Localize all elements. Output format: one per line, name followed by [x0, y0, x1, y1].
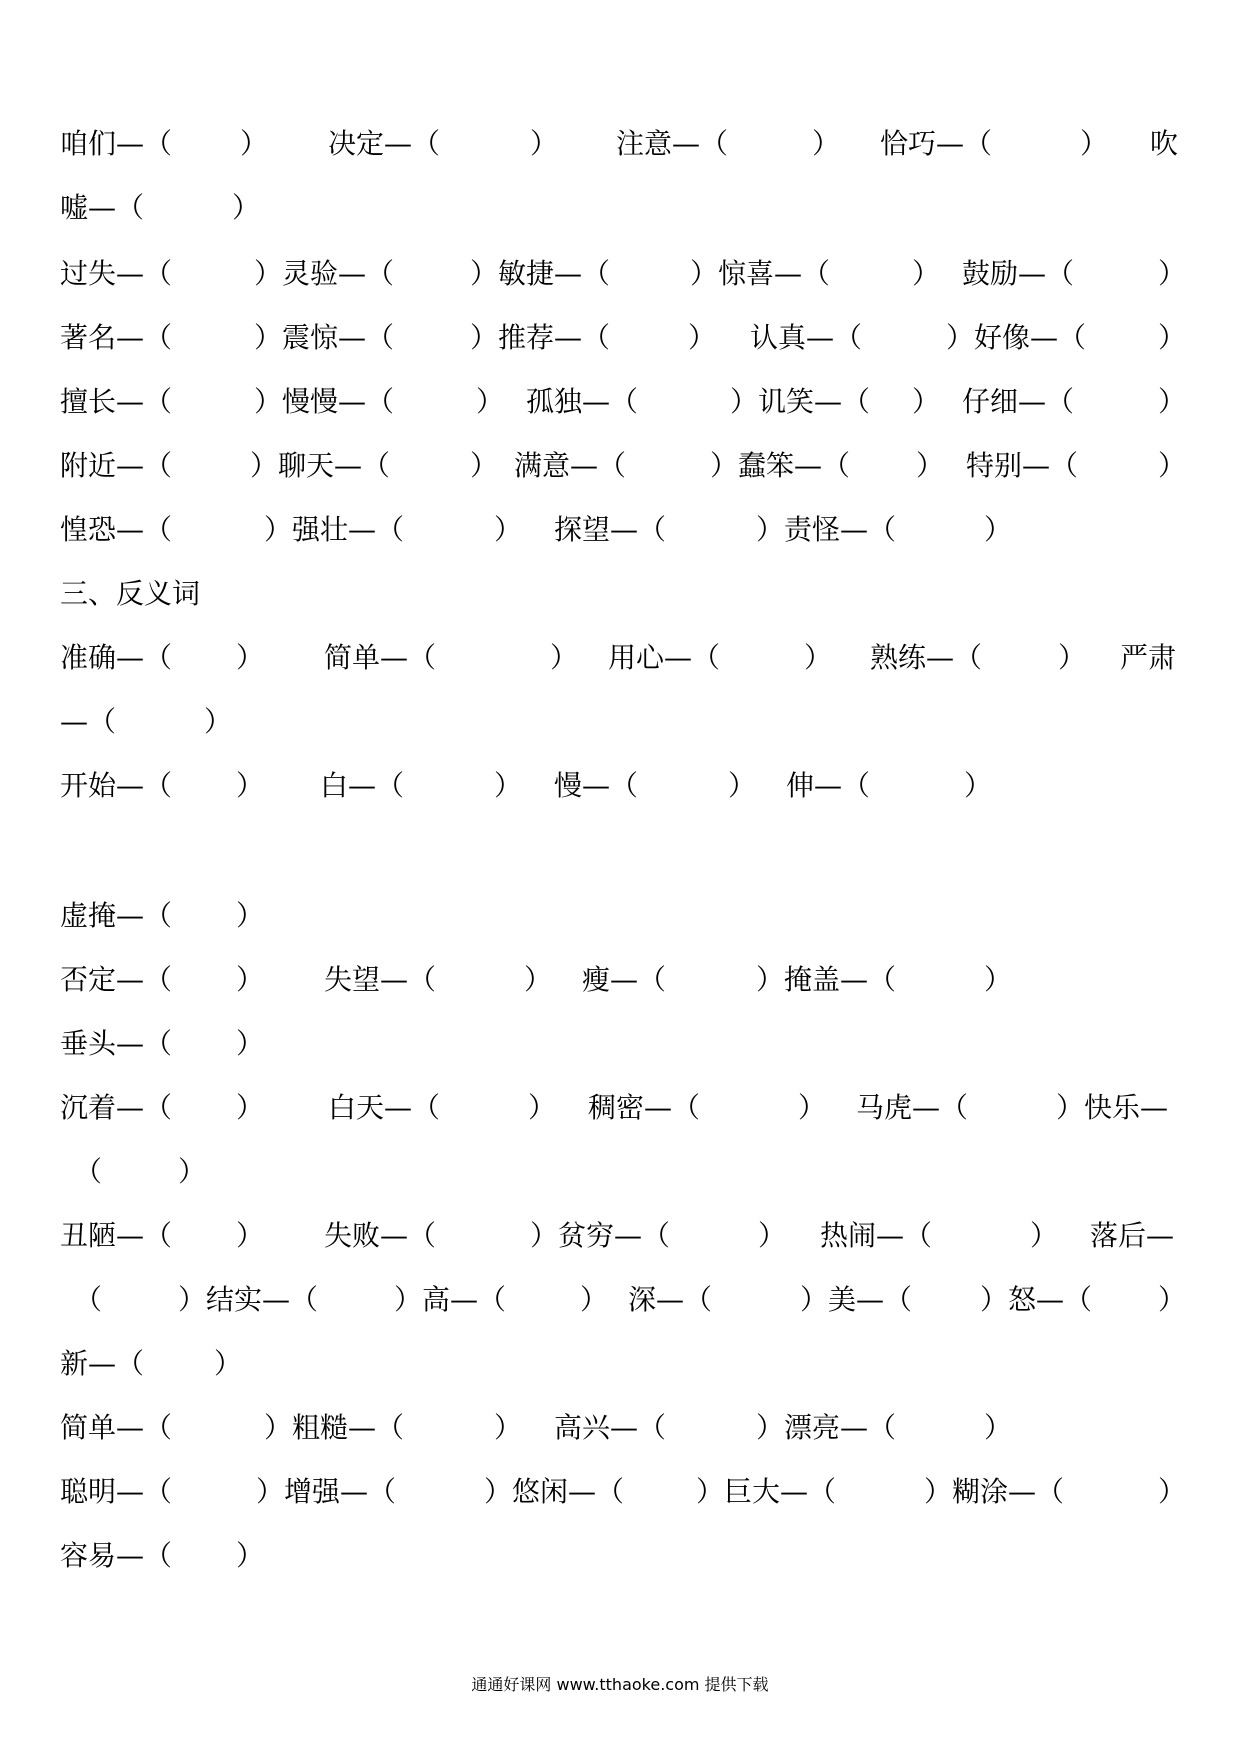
word-prompt: ）灵验—（	[254, 257, 395, 290]
word-line	[60, 1332, 1188, 1396]
word-prompt: ）高—（	[394, 1283, 507, 1316]
paren-close: ）	[178, 1155, 207, 1188]
word-prompt: 仔细—（	[962, 385, 1075, 418]
paren-close: ）	[1158, 257, 1187, 290]
worksheet-page	[60, 112, 1188, 1588]
paren-close: ）	[204, 705, 233, 738]
word-line	[60, 884, 1188, 948]
word-prompt: 著名—（	[60, 321, 173, 354]
word-line	[60, 306, 1188, 370]
word-prompt: 马虎—（	[856, 1091, 969, 1124]
word-prompt: 容易—（	[60, 1539, 173, 1572]
word-prompt: 否定—（	[60, 963, 173, 996]
word-line	[60, 242, 1188, 306]
word-prompt: ）震惊—（	[254, 321, 395, 354]
paren-close: ）	[236, 899, 265, 932]
paren-open: （	[74, 1155, 103, 1188]
word-prompt: 深—（	[628, 1283, 713, 1316]
word-prompt: 稠密—（	[588, 1091, 701, 1124]
word-prompt: ）巨大—（	[696, 1475, 837, 1508]
word-prompt: ）推荐—（	[470, 321, 611, 354]
word-prompt: 聪明—（	[60, 1475, 173, 1508]
word-line	[60, 176, 1188, 240]
paren-close: ）	[494, 513, 523, 546]
paren-close: ）	[688, 321, 717, 354]
word-prompt: 孤独—（	[526, 385, 639, 418]
paren-close: ）	[812, 127, 841, 160]
word-prompt: 失望—（	[324, 963, 437, 996]
word-line	[60, 370, 1188, 434]
word-prompt: 满意—（	[514, 449, 627, 482]
word-prompt: 白—（	[320, 769, 405, 802]
section-heading	[60, 562, 1188, 626]
word-prompt: 擅长—（	[60, 385, 173, 418]
paren-close: ）	[1080, 127, 1109, 160]
paren-close: ）	[580, 1283, 609, 1316]
word-prompt: 瘦—（	[582, 963, 667, 996]
paren-close: ）	[470, 449, 499, 482]
word-prompt: ）增强—（	[256, 1475, 397, 1508]
paren-close: ）	[984, 963, 1013, 996]
paren-close: ）	[476, 385, 505, 418]
word-prompt: 用心—（	[608, 641, 721, 674]
paren-close: ）	[214, 1347, 243, 1380]
word-prompt: 咱们—（	[60, 127, 173, 160]
paren-close: ）	[1058, 641, 1087, 674]
word-line	[60, 1204, 1188, 1268]
paren-close: ）	[524, 963, 553, 996]
word-line	[60, 626, 1188, 690]
paren-close: ）	[984, 1411, 1013, 1444]
word-line	[60, 948, 1188, 1012]
word-prompt: 决定—（	[328, 127, 441, 160]
word-line	[60, 1524, 1188, 1588]
word-line	[60, 1268, 1188, 1332]
word-prompt: 垂头—（	[60, 1027, 173, 1060]
paren-close: ）	[550, 641, 579, 674]
word-prompt: 嘘—（	[60, 191, 145, 224]
word-prompt: 严肃	[1120, 641, 1177, 674]
paren-close: ）	[1030, 1219, 1059, 1252]
word-prompt: ）粗糙—（	[264, 1411, 405, 1444]
word-prompt: ）责怪—（	[756, 513, 897, 546]
word-prompt: 开始—（	[60, 769, 173, 802]
paren-close: ）	[232, 191, 261, 224]
word-prompt: ）敏捷—（	[470, 257, 611, 290]
word-prompt: 白天—（	[328, 1091, 441, 1124]
word-prompt: 丑陋—（	[60, 1219, 173, 1252]
paren-close: ）	[236, 641, 265, 674]
paren-close: ）	[528, 1091, 557, 1124]
paren-close: ）	[758, 1219, 787, 1252]
word-prompt: 过失—（	[60, 257, 173, 290]
word-prompt: 新—（	[60, 1347, 145, 1380]
word-prompt: 附近—（	[60, 449, 173, 482]
paren-close: ）	[530, 127, 559, 160]
word-line	[60, 754, 1188, 818]
word-prompt: 探望—（	[554, 513, 667, 546]
word-prompt: ）惊喜—（	[690, 257, 831, 290]
paren-close: ）	[236, 769, 265, 802]
word-prompt: ）讥笑—（	[730, 385, 871, 418]
word-prompt: 热闹—（	[820, 1219, 933, 1252]
word-prompt: ）结实—（	[178, 1283, 319, 1316]
word-line	[60, 1396, 1188, 1460]
word-prompt: ）糊涂—（	[924, 1475, 1065, 1508]
word-prompt: 恰巧—（	[880, 127, 993, 160]
word-line	[60, 1076, 1188, 1140]
word-prompt: 鼓励—（	[962, 257, 1075, 290]
paren-close: ）	[728, 769, 757, 802]
paren-open: （	[74, 1283, 103, 1316]
word-prompt: 沉着—（	[60, 1091, 173, 1124]
paren-close: ）	[236, 1091, 265, 1124]
word-line	[60, 690, 1188, 754]
word-prompt: ）怒—（	[980, 1283, 1093, 1316]
paren-close: ）	[236, 963, 265, 996]
paren-close: ）	[912, 257, 941, 290]
paren-close: ）	[240, 127, 269, 160]
paren-close: ）	[236, 1539, 265, 1572]
word-prompt: ）悠闲—（	[484, 1475, 625, 1508]
word-prompt: 失败—（	[324, 1219, 437, 1252]
word-line	[60, 434, 1188, 498]
word-prompt: 伸—（	[786, 769, 871, 802]
word-prompt: 慢—（	[554, 769, 639, 802]
paren-close: ）	[984, 513, 1013, 546]
section-title: 三、反义词	[60, 577, 201, 610]
word-line	[60, 498, 1188, 562]
word-prompt: ）强壮—（	[264, 513, 405, 546]
paren-close: ）	[798, 1091, 827, 1124]
word-prompt: ）聊天—（	[250, 449, 391, 482]
word-prompt: 虚掩—（	[60, 899, 173, 932]
word-prompt: ）掩盖—（	[756, 963, 897, 996]
word-prompt: 简单—（	[324, 641, 437, 674]
paren-close: ）	[964, 769, 993, 802]
paren-close: ）	[1158, 1283, 1187, 1316]
footer-credit: 通通好课网 www.tthaoke.com 提供下载	[471, 1675, 769, 1694]
paren-close: ）	[1158, 449, 1187, 482]
paren-close: ）	[494, 769, 523, 802]
paren-close: ）	[1158, 1475, 1187, 1508]
word-prompt: ）好像—（	[946, 321, 1087, 354]
paren-close: ）	[236, 1027, 265, 1060]
word-prompt: ）贫穷—（	[530, 1219, 671, 1252]
paren-close: ）	[916, 449, 945, 482]
paren-close: ）	[494, 1411, 523, 1444]
word-line	[60, 1140, 1188, 1204]
word-prompt: 注意—（	[616, 127, 729, 160]
paren-close: ）	[236, 1219, 265, 1252]
word-prompt: ）美—（	[800, 1283, 913, 1316]
word-line	[60, 112, 1188, 176]
word-prompt: 简单—（	[60, 1411, 173, 1444]
word-prompt: 熟练—（	[870, 641, 983, 674]
word-prompt: —（	[60, 705, 117, 738]
word-prompt: 准确—（	[60, 641, 173, 674]
word-prompt: 特别—（	[966, 449, 1079, 482]
word-prompt: 高兴—（	[554, 1411, 667, 1444]
word-prompt: 认真—（	[750, 321, 863, 354]
word-prompt: ）慢慢—（	[254, 385, 395, 418]
paren-close: ）	[804, 641, 833, 674]
word-prompt: 落后—	[1090, 1219, 1175, 1252]
paren-close: ）	[1158, 321, 1187, 354]
word-prompt: ）蠢笨—（	[710, 449, 851, 482]
word-line	[60, 1460, 1188, 1524]
word-prompt: 吹	[1150, 127, 1179, 160]
paren-close: ）	[912, 385, 941, 418]
word-prompt: 惶恐—（	[60, 513, 173, 546]
paren-close: ）	[1158, 385, 1187, 418]
word-line	[60, 1012, 1188, 1076]
word-prompt: ）漂亮—（	[756, 1411, 897, 1444]
word-prompt: ）快乐—	[1056, 1091, 1169, 1124]
